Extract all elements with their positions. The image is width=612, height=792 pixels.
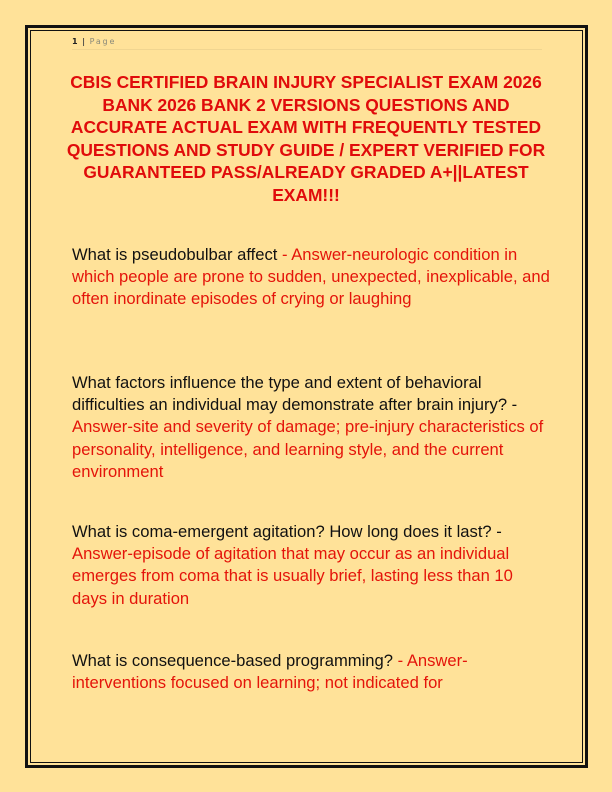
question-text: What is coma-emergent agitation? How long does it last? -: [72, 522, 502, 541]
answer-text: - Answer-interventions focused on learning; not indicated for: [72, 651, 468, 693]
qa-item: [72, 372, 552, 483]
page-number: 1: [72, 37, 78, 46]
page-header: [72, 36, 542, 50]
qa-item: [72, 244, 552, 311]
qa-item: [72, 521, 552, 610]
qa-item: [72, 650, 552, 694]
question-text: What is pseudobulbar affect: [72, 245, 278, 264]
answer-text: Answer-episode of agitation that may occur as an individual emerges from coma that is usually brief, lasting less than 10 days in duration: [72, 544, 513, 608]
page-label: Page: [89, 37, 117, 46]
page-header-separator: |: [82, 37, 86, 46]
question-text: What factors influence the type and extent of behavioral difficulties an individual may demonstrate after brain injury? -: [72, 373, 518, 415]
answer-text: Answer-site and severity of damage; pre-injury characteristics of personality, intelligence, and learning style, and the current environment: [72, 417, 544, 481]
question-text: What is consequence-based programming?: [72, 651, 393, 670]
document-title: CBIS CERTIFIED BRAIN INJURY SPECIALIST EXAM 2026 BANK 2026 BANK 2 VERSIONS QUESTIONS AND ACCURATE ACTUAL EXAM WITH FREQUENTLY TESTED QUESTIONS AND STUDY GUIDE / EXPERT VERIFIED FOR GUARANTEED PASS/ALREADY GRADED A+||LATEST EXAM!!!: [66, 72, 546, 205]
answer-text: - Answer-neurologic condition in which people are prone to sudden, unexpected, inexplicable, and often inordinate episodes of crying or laughing: [72, 245, 550, 309]
